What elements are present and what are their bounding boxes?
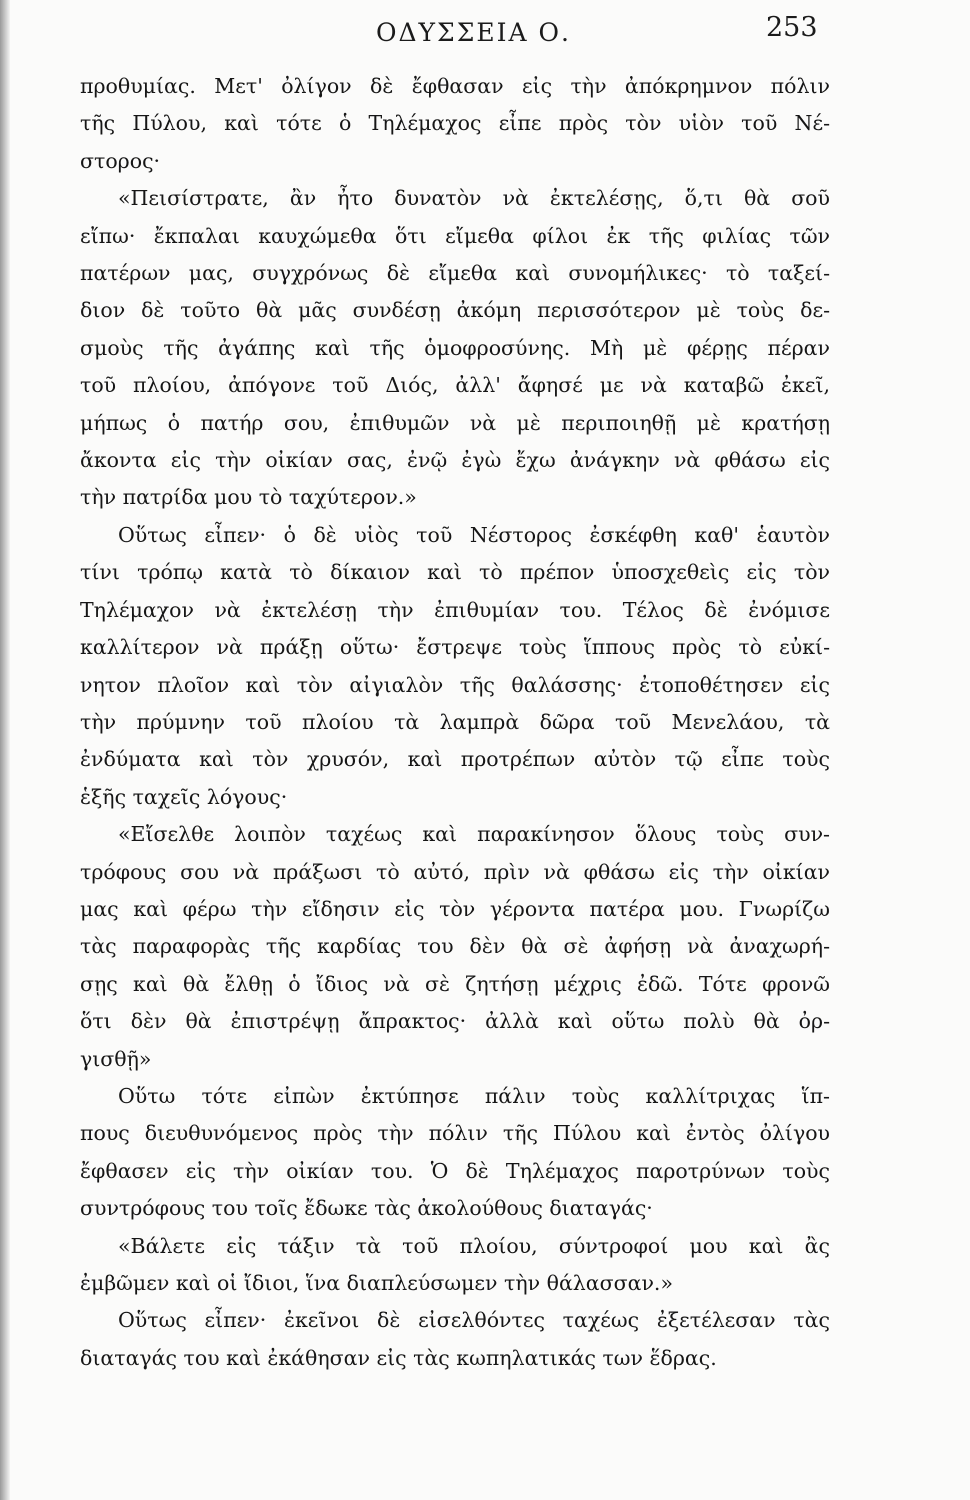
text-line: «Πεισίστρατε, ἂν ἦτο δυνατὸν νὰ ἐκτελέσῃς, ὅ,τι θὰ σοῦ xyxy=(118,186,830,211)
text-line: πους διευθυνόμενος πρὸς τὴν πόλιν τῆς Πύλου καὶ ἐντὸς ὀλίγου xyxy=(80,1121,830,1146)
text-line: Οὕτω τότε εἰπὼν ἐκτύπησε πάλιν τοὺς καλλίτριχας ἵπ- xyxy=(118,1083,830,1108)
text-line: γισθῇ» xyxy=(80,1046,152,1071)
text-line: ἄκοντα εἰς τὴν οἰκίαν σας, ἐνῷ ἐγὼ ἔχω ἀνάγκην νὰ φθάσω εἰς xyxy=(80,448,830,473)
text-line: τρόφους σου νὰ πράξωσι τὸ αὐτό, πρὶν νὰ φθάσω εἰς τὴν οἰκίαν xyxy=(80,859,830,884)
text-line: ἔφθασεν εἰς τὴν οἰκίαν του. Ὁ δὲ Τηλέμαχος παροτρύνων τοὺς xyxy=(80,1158,830,1183)
text-line: ἐμβῶμεν καὶ οἱ ἴδιοι, ἵνα διαπλεύσωμεν τὴν θάλασσαν.» xyxy=(80,1271,673,1295)
text-line: μήπως ὁ πατήρ σου, ἐπιθυμῶν νὰ μὲ περιποιηθῇ μὲ κρατήσῃ xyxy=(80,410,830,435)
text-line: ἑξῆς ταχεῖς λόγους· xyxy=(80,784,288,809)
text-line: τὴν πατρίδα μου τὸ ταχύτερον.» xyxy=(80,485,417,510)
text-line: Οὕτως εἶπεν· ἐκεῖνοι δὲ εἰσελθόντες ταχέως ἐξετέλεσαν τὰς xyxy=(118,1308,830,1333)
text-line: πατέρων μας, συγχρόνως δὲ εἴμεθα καὶ συνομήλικες· τὸ ταξεί- xyxy=(80,261,830,286)
text-line: ἐνδύματα καὶ τὸν χρυσόν, καὶ προτρέπων αὐτὸν τῷ εἶπε τοὺς xyxy=(80,747,830,772)
text-line: μας καὶ φέρω τὴν εἴδησιν εἰς τὸν γέροντα πατέρα μου. Γνωρίζω xyxy=(80,896,830,921)
text-line: «Βάλετε εἰς τάξιν τὰ τοῦ πλοίου, σύντροφοί μου καὶ ἂς xyxy=(118,1233,830,1258)
text-line: «Εἴσελθε λοιπὸν ταχέως καὶ παρακίνησον ὅλους τοὺς συν- xyxy=(118,822,830,847)
text-line: Οὕτως εἶπεν· ὁ δὲ υἱὸς τοῦ Νέστορος ἐσκέφθη καθ' ἑαυτὸν xyxy=(118,522,830,547)
text-line: Τηλέμαχον νὰ ἐκτελέσῃ τὴν ἐπιθυμίαν του. Τέλος δὲ ἐνόμισε xyxy=(80,597,830,622)
text-line: νητον πλοῖον καὶ τὸν αἰγιαλὸν τῆς θαλάσσης· ἐτοποθέτησεν εἰς xyxy=(80,672,830,697)
running-title: ΟΔΥΣΣΕΙΑ Ο. xyxy=(376,18,571,47)
text-line: συντρόφους του τοῖς ἔδωκε τὰς ἀκολούθους διαταγάς· xyxy=(80,1196,653,1221)
text-line: τῆς Πύλου, καὶ τότε ὁ Τηλέμαχος εἶπε πρὸς τὸν υἱὸν τοῦ Νέ- xyxy=(80,111,830,136)
page-binding-shadow xyxy=(0,0,10,1500)
text-line: διαταγάς του καὶ ἐκάθησαν εἰς τὰς κωπηλατικάς των ἕδρας. xyxy=(80,1345,717,1370)
text-line: σῃς καὶ θὰ ἔλθῃ ὁ ἴδιος νὰ σὲ ζητήσῃ μέχρις ἐδῶ. Τότε φρονῶ xyxy=(80,971,830,996)
text-line: τὴν πρύμνην τοῦ πλοίου τὰ λαμπρὰ δῶρα τοῦ Μενελάου, τὰ xyxy=(80,709,830,734)
text-line: τοῦ πλοίου, ἀπόγονε τοῦ Διός, ἀλλ' ἄφησέ με νὰ καταβῶ ἐκεῖ, xyxy=(80,373,830,398)
text-line: τὰς παραφορὰς τῆς καρδίας του δὲν θὰ σὲ ἀφήσῃ νὰ ἀναχωρή- xyxy=(80,934,830,959)
text-line: προθυμίας. Μετ' ὀλίγον δὲ ἔφθασαν εἰς τὴν ἀπόκρημνον πόλιν xyxy=(80,74,830,98)
text-line: διον δὲ τοῦτο θὰ μᾶς συνδέσῃ ἀκόμη περισσότερον μὲ τοὺς δε- xyxy=(80,298,830,323)
page-number: 253 xyxy=(766,12,818,43)
text-line: καλλίτερον νὰ πράξῃ οὕτω· ἔστρεψε τοὺς ἵππους πρὸς τὸ εὐκί- xyxy=(80,635,830,660)
text-line: ὅτι δὲν θὰ ἐπιστρέψῃ ἄπρακτος· ἀλλὰ καὶ οὕτω πολὺ θὰ ὀρ- xyxy=(80,1009,830,1034)
text-line: τίνι τρόπῳ κατὰ τὸ δίκαιον καὶ τὸ πρέπον ὑποσχεθεὶς εἰς τὸν xyxy=(80,560,830,585)
text-line: σμοὺς τῆς ἀγάπης καὶ τῆς ὁμοφροσύνης. Μὴ μὲ φέρῃς πέραν xyxy=(80,335,830,360)
page-header xyxy=(0,12,970,56)
text-line: εἴπω· ἔκπαλαι καυχώμεθα ὅτι εἴμεθα φίλοι ἐκ τῆς φιλίας τῶν xyxy=(80,223,830,248)
body-text xyxy=(80,68,830,1377)
text-line: στορος· xyxy=(80,148,161,173)
